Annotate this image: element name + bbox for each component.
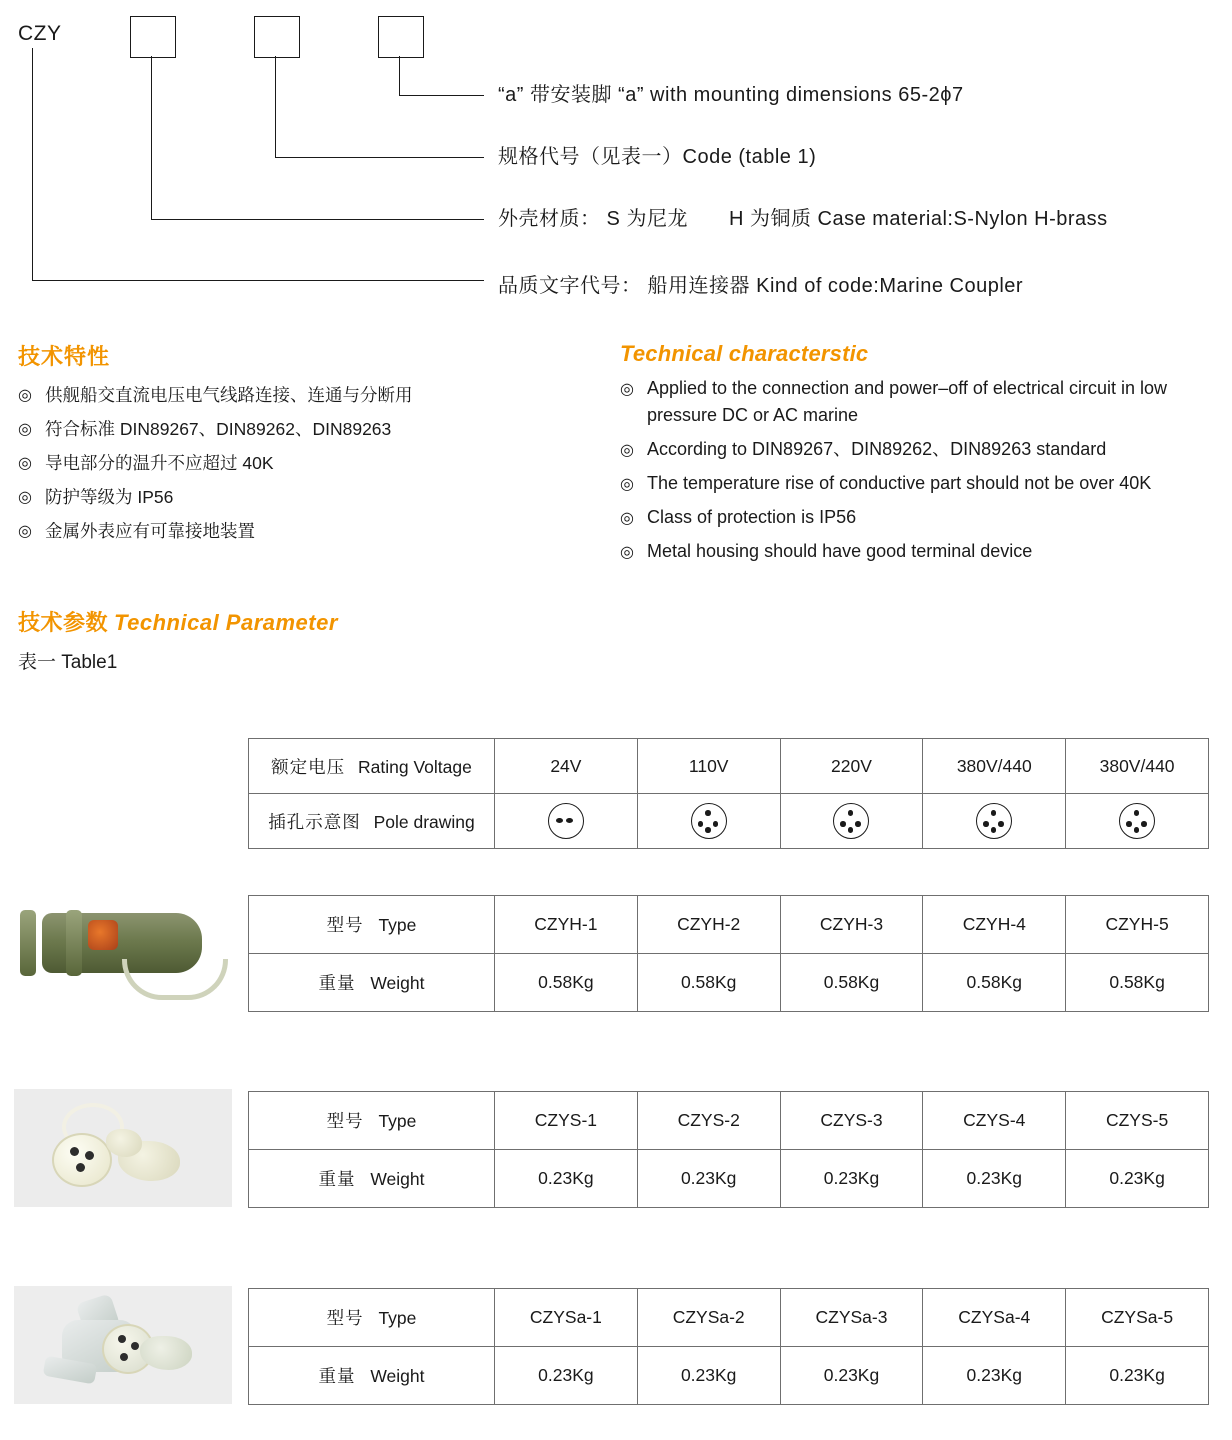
pin-hole-icon: [85, 1151, 94, 1160]
code-box-3: [378, 16, 424, 58]
table-cell: CZYSa-5: [1066, 1289, 1209, 1347]
table-cell: 24V: [495, 739, 638, 794]
row-header: [249, 794, 495, 849]
table-cell: 0.23Kg: [495, 1347, 638, 1405]
table-cell: 0.58Kg: [780, 954, 923, 1012]
list-item: [620, 538, 1220, 565]
list-item: [620, 470, 1220, 497]
nylon-cap-icon: [106, 1129, 142, 1157]
table-cell: 0.23Kg: [1066, 1347, 1209, 1405]
table-cell: 110V: [637, 739, 780, 794]
leader-line-h-3: [399, 95, 484, 96]
table-cell: CZYH-3: [780, 896, 923, 954]
double-circle-bullet-icon: ◎: [620, 544, 634, 561]
double-circle-bullet-icon: ◎: [18, 455, 32, 472]
table-cell: 0.23Kg: [637, 1150, 780, 1208]
table-cell: 0.23Kg: [780, 1150, 923, 1208]
table-cell: [923, 794, 1066, 849]
czys-product-table: [248, 1091, 1209, 1208]
code-annotation-mounting: “a” 带安装脚 “a” with mounting dimensions 65-2ϕ7: [498, 84, 964, 106]
czyh-product-table: [248, 895, 1209, 1012]
pole-drawing-4pin-icon: [691, 803, 727, 839]
list-item-label: Metal housing should have good terminal device: [647, 541, 1033, 561]
table-row: [249, 739, 1209, 794]
table-cell: 0.58Kg: [495, 954, 638, 1012]
row-header-en: Weight: [370, 973, 425, 993]
nylon-socket-face-icon: [52, 1133, 112, 1187]
table-cell: 0.23Kg: [1066, 1150, 1209, 1208]
row-header: [249, 1289, 495, 1347]
coupler-ring-icon: [66, 910, 82, 976]
list-item-label: According to DIN89267、DIN89262、DIN89263 standard: [647, 439, 1107, 459]
table-cell: CZYSa-1: [495, 1289, 638, 1347]
table-row: [249, 1289, 1209, 1347]
rating-voltage-table: [248, 738, 1209, 849]
table-cell: 220V: [780, 739, 923, 794]
table-cell: 0.23Kg: [780, 1347, 923, 1405]
row-header-en: Type: [378, 1111, 417, 1131]
nylon-plug-with-foot-photo: [14, 1286, 232, 1404]
table-cell: CZYS-2: [637, 1092, 780, 1150]
list-item-label: 导电部分的温升不应超过 40K: [45, 453, 274, 473]
list-item-label: The temperature rise of conductive part should not be over 40K: [647, 473, 1152, 493]
coupler-ring-icon: [20, 910, 36, 976]
nylon-socket-photo: [14, 1089, 232, 1207]
list-item: [620, 436, 1220, 463]
row-header: [249, 954, 495, 1012]
technical-characteristic-list-cn: [18, 381, 578, 551]
code-annotation-material: 外壳材质： S 为尼龙 H 为铜质 Case material:S-Nylon H-brass: [498, 208, 1108, 230]
double-circle-bullet-icon: ◎: [620, 442, 634, 459]
list-item: [18, 517, 578, 546]
leader-line-h-0: [32, 280, 484, 281]
table-cell: CZYH-5: [1066, 896, 1209, 954]
table-cell: CZYH-1: [495, 896, 638, 954]
row-header-en: Rating Voltage: [358, 756, 472, 777]
row-header: [249, 1347, 495, 1405]
table-cell: CZYS-4: [923, 1092, 1066, 1150]
row-header: [249, 896, 495, 954]
table-cell: 0.23Kg: [637, 1347, 780, 1405]
table-cell: CZYS-5: [1066, 1092, 1209, 1150]
leader-line-h-2: [275, 157, 484, 158]
table-cell: 0.58Kg: [1066, 954, 1209, 1012]
table-cell: [780, 794, 923, 849]
row-header-cn: 型号: [326, 1308, 364, 1328]
table-cell: [637, 794, 780, 849]
double-circle-bullet-icon: ◎: [18, 523, 32, 540]
table-cell: CZYH-4: [923, 896, 1066, 954]
list-item: [18, 415, 578, 444]
pole-drawing-2pin-icon: [548, 803, 584, 839]
leader-line-v-0: [32, 48, 33, 280]
list-item-label: 金属外表应有可靠接地装置: [45, 521, 255, 541]
technical-characteristic-title-cn: 技术特性: [18, 344, 111, 369]
table-cell: CZYH-2: [637, 896, 780, 954]
table-caption: 表一 Table1: [18, 652, 118, 673]
table-row: [249, 1150, 1209, 1208]
row-header: [249, 1150, 495, 1208]
code-prefix-label: CZY: [18, 22, 62, 45]
row-header-en: Weight: [370, 1169, 425, 1189]
czysa-product-table: [248, 1288, 1209, 1405]
leader-line-h-1: [151, 219, 484, 220]
leader-line-v-1: [151, 56, 152, 220]
list-item: [18, 483, 578, 512]
code-box-1: [130, 16, 176, 58]
table-row: [249, 896, 1209, 954]
table-row: [249, 1092, 1209, 1150]
code-annotation-kind: 品质文字代号： 船用连接器 Kind of code:Marine Coupler: [498, 275, 1024, 297]
table-row: [249, 794, 1209, 849]
row-header-cn: 插孔示意图: [268, 811, 361, 832]
pole-drawing-4pin-icon: [1119, 803, 1155, 839]
row-header-en: Weight: [370, 1366, 425, 1386]
technical-characteristic-list-en: [620, 375, 1220, 572]
row-header-cn: 额定电压: [271, 756, 346, 777]
row-header: [249, 739, 495, 794]
double-circle-bullet-icon: ◎: [18, 387, 32, 404]
row-header-en: Type: [378, 915, 417, 935]
code-breakdown-diagram: [0, 0, 1232, 310]
table-cell: CZYSa-4: [923, 1289, 1066, 1347]
table-cell: CZYSa-2: [637, 1289, 780, 1347]
table-cell: 0.58Kg: [923, 954, 1066, 1012]
row-header-cn: 型号: [326, 1111, 364, 1131]
table-cell: CZYSa-3: [780, 1289, 923, 1347]
double-circle-bullet-icon: ◎: [18, 489, 32, 506]
coupler-strap-icon: [122, 959, 228, 1000]
list-item-label: 符合标准 DIN89267、DIN89262、DIN89263: [45, 419, 392, 439]
row-header-en: Pole drawing: [373, 811, 475, 832]
table-cell: 0.23Kg: [495, 1150, 638, 1208]
row-header-cn: 重量: [318, 1366, 356, 1386]
brass-coupler-photo: [14, 893, 232, 1011]
table-cell: CZYS-1: [495, 1092, 638, 1150]
list-item-label: 防护等级为 IP56: [45, 487, 174, 507]
row-header: [249, 1092, 495, 1150]
double-circle-bullet-icon: ◎: [620, 381, 634, 398]
row-header-cn: 重量: [318, 973, 356, 993]
row-header-cn: 重量: [318, 1169, 356, 1189]
pin-hole-icon: [120, 1353, 128, 1361]
code-annotation-spec: 规格代号（见表一）Code (table 1): [498, 146, 817, 168]
table-cell: 0.58Kg: [637, 954, 780, 1012]
double-circle-bullet-icon: ◎: [18, 421, 32, 438]
pin-hole-icon: [118, 1335, 126, 1343]
technical-parameter-title-en: Technical Parameter: [114, 610, 338, 635]
pin-hole-icon: [76, 1163, 85, 1172]
pin-hole-icon: [70, 1147, 79, 1156]
technical-parameter-title-cn: 技术参数: [18, 610, 109, 635]
table-cell: 380V/440: [923, 739, 1066, 794]
table-row: [249, 1347, 1209, 1405]
table-cell: [1066, 794, 1209, 849]
pole-drawing-4pin-icon: [833, 803, 869, 839]
pin-hole-icon: [131, 1342, 139, 1350]
table-row: [249, 954, 1209, 1012]
row-header-cn: 型号: [326, 915, 364, 935]
code-box-2: [254, 16, 300, 58]
technical-characteristic-title-en: Technical characterstic: [620, 341, 869, 366]
double-circle-bullet-icon: ◎: [620, 476, 634, 493]
table-cell: 0.23Kg: [923, 1150, 1066, 1208]
table-cell: 380V/440: [1066, 739, 1209, 794]
table-cell: 0.23Kg: [923, 1347, 1066, 1405]
list-item: [18, 449, 578, 478]
coupler-marking-icon: [88, 920, 118, 950]
list-item: [620, 375, 1220, 429]
pole-drawing-4pin-icon: [976, 803, 1012, 839]
table-cell: [495, 794, 638, 849]
table-cell: CZYS-3: [780, 1092, 923, 1150]
technical-parameter-title: [18, 606, 338, 637]
list-item-label: Applied to the connection and power–off of electrical circuit in low pressure DC or AC marine: [647, 378, 1167, 425]
list-item: [18, 381, 578, 410]
list-item-label: 供舰船交直流电压电气线路连接、连通与分断用: [45, 385, 413, 405]
row-header-en: Type: [378, 1308, 417, 1328]
list-item-label: Class of protection is IP56: [647, 507, 857, 527]
list-item: [620, 504, 1220, 531]
leader-line-v-2: [275, 56, 276, 158]
leader-line-v-3: [399, 56, 400, 96]
double-circle-bullet-icon: ◎: [620, 510, 634, 527]
